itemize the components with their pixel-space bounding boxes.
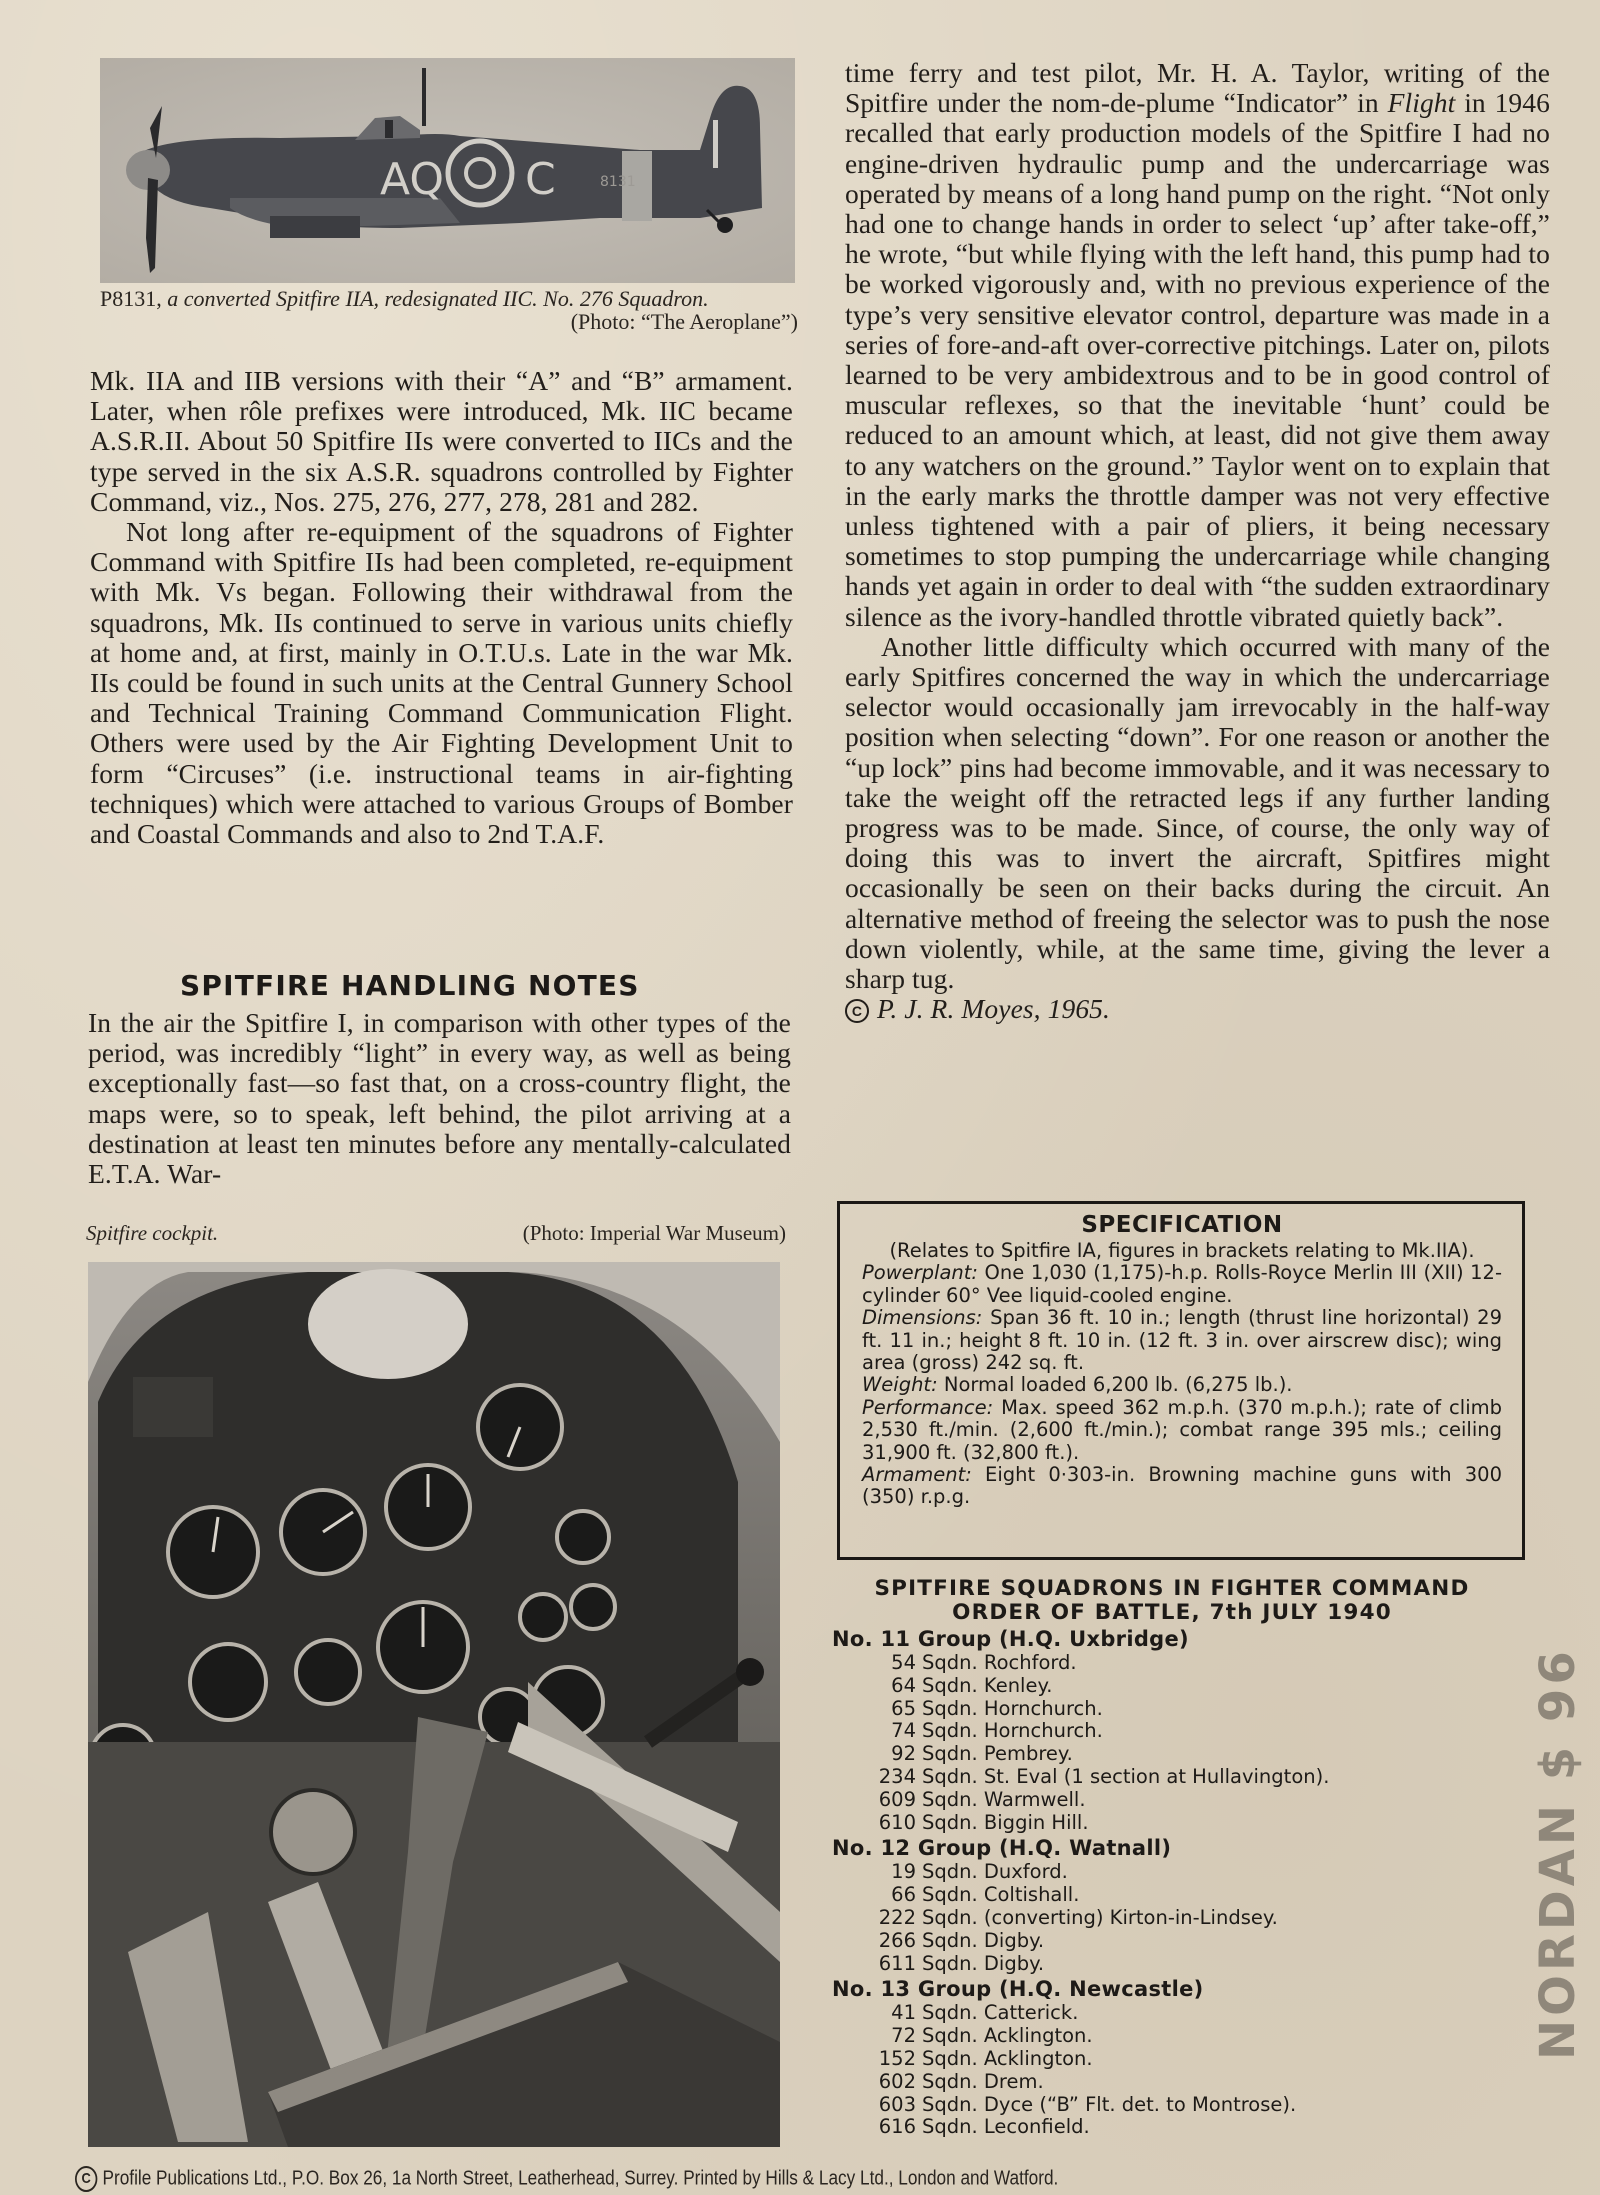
squadron-entry	[832, 1884, 1512, 1907]
squadron-number: 74	[891, 1719, 916, 1743]
squadron-number: 72	[891, 2024, 916, 2048]
squadron-entry	[832, 2071, 1512, 2094]
specification-value: Span 36 ft. 10 in.; length (thrust line horizontal) 29 ft. 11 in.; height 8 ft. 10 in. (12 ft. 3 in. over airscrew disc); wing area (gross) 242 sq. ft.	[862, 1306, 1502, 1375]
squadron-entry	[832, 1766, 1512, 1789]
squadron-entry	[832, 2048, 1512, 2071]
specification-value: Eight 0·303-in. Browning machine guns with 300 (350) r.p.g.	[862, 1463, 1502, 1509]
body-paragraph-taylor	[845, 58, 1550, 632]
squadron-station: Sqdn. Duxford.	[922, 1860, 1068, 1884]
section-heading-handling-notes: SPITFIRE HANDLING NOTES	[180, 969, 640, 1002]
squadron-number: 616	[878, 2115, 916, 2139]
squadron-entry	[832, 2002, 1512, 2025]
squadron-station: Sqdn. Rochford.	[922, 1651, 1077, 1674]
squadron-number: 222	[878, 1905, 916, 1929]
squadron-station: Sqdn. Acklington.	[922, 2024, 1093, 2048]
aircraft-serial: 8131	[600, 174, 636, 190]
order-of-battle-title-line2: ORDER OF BATTLE, 7th JULY 1940	[952, 1600, 1392, 1625]
left-column-text	[90, 366, 793, 849]
aircraft-caption-main	[100, 287, 798, 310]
squadron-entry	[832, 1930, 1512, 1953]
squadron-station: Sqdn. Digby.	[922, 1928, 1045, 1952]
specification-items	[862, 1262, 1502, 1508]
squadron-entry	[832, 1953, 1512, 1976]
group-heading: No. 13 Group (H.Q. Newcastle)	[832, 1977, 1204, 2002]
group-heading: No. 12 Group (H.Q. Watnall)	[832, 1836, 1172, 1861]
specification-item	[862, 1374, 1502, 1396]
copyright-icon: C	[845, 999, 869, 1023]
author-copyright-text: P. J. R. Moyes, 1965.	[877, 993, 1111, 1025]
body-paragraph: Mk. IIA and IIB versions with their “A” and “B” armament. Later, when rôle prefixes were introduced, Mk. IIC became A.S.R.II. About 50 Spitfire IIs were converted to IICs and the type served in the six A.S.R. squadrons controlled by Fighter Command, viz., Nos. 275, 276, 277, 278, 281 and 282.	[90, 365, 793, 517]
squadron-station: Sqdn. Biggin Hill.	[922, 1810, 1089, 1834]
body-paragraph: Not long after re-equipment of the squadrons of Fighter Command with Spitfire IIs had been completed, re-equipment with Mk. Vs began. Following their withdrawal from the squadrons, Mk. IIs continued to serve in various units chiefly at home and, at first, mainly in O.T.U.s. Late in the war Mk. IIs could be found in such units at the Central Gunnery School and Technical Training Command Communication Flight. Others were used by the Air Fighting Development Unit to form “Circuses” (i.e. instructional teams in air-fighting techniques) which were attached to various Groups of Bomber and Coastal Commands and also to 2nd T.A.F.	[90, 516, 793, 850]
specification-title: SPECIFICATION	[1081, 1212, 1283, 1238]
code-letters-left: AQ	[380, 154, 444, 205]
squadron-station: Sqdn. St. Eval (1 section at Hullavington).	[922, 1764, 1330, 1788]
squadron-station: Sqdn. Kenley.	[922, 1673, 1053, 1697]
cockpit-interior-illustration	[88, 1262, 780, 2147]
squadron-entry	[832, 1698, 1512, 1721]
photo-credit-aeroplane: (Photo: “The Aeroplane”)	[570, 309, 798, 334]
squadron-number: 41	[891, 2001, 916, 2025]
squadron-entry	[832, 1743, 1512, 1766]
squadron-number: 234	[878, 1764, 916, 1788]
squadron-number: 19	[891, 1860, 916, 1884]
squadron-number: 64	[891, 1673, 916, 1697]
squadron-number: 152	[878, 2046, 916, 2070]
specification-box	[837, 1201, 1525, 1560]
cockpit-caption-text: Spitfire cockpit.	[86, 1221, 219, 1245]
price-stamp: NORDAN $ 96	[1530, 1647, 1586, 2060]
publisher-footer	[75, 2166, 1365, 2192]
specification-item	[862, 1397, 1502, 1464]
squadron-entry	[832, 2116, 1512, 2139]
squadron-number: 65	[891, 1696, 916, 1720]
squadron-entry	[832, 1675, 1512, 1698]
specification-value: Max. speed 362 m.p.h. (370 m.p.h.); rate of climb 2,530 ft./min. (2,600 ft./min.); combat range 395 mls.; ceiling 31,900 ft. (32,800 ft.).	[862, 1395, 1502, 1464]
squadron-number: 54	[891, 1651, 916, 1674]
squadron-number: 66	[891, 1883, 916, 1907]
order-of-battle-groups	[832, 1627, 1512, 2139]
squadron-station: Sqdn. Catterick.	[922, 2001, 1079, 2025]
publication-name-flight: Flight	[1387, 87, 1456, 119]
squadron-number: 92	[891, 1742, 916, 1766]
para1-text-b: in 1946 recalled that early production models of the Spitfire I had no engine-driven hydraulic pump and the undercarriage was operated by means of a long hand pump on the right. “Not only had one to change hands in order to select ‘up’ after take-off,” he wrote, “but while flying with the left hand, this pump had to be worked vigorously and, with no previous experience of the type’s very sensitive elevator control, departure was made in a series of fore-and-aft over-corrective pitchings. Later on, pilots learned to be very ambidextrous and to be in good control of muscular reflexes, so that the inevitable ‘hunt’ could be reduced to an amount which, at least, did not give them away to any watchers on the ground.” Taylor went on to explain that in the early marks the throttle damper was not very effective unless tightened with a pair of pliers, it being necessary sometimes to stop pumping the undercarriage while changing hands yet again in order to deal with “the sudden extraordinary silence as the ivory-handled throttle vibrated quietly back”.	[845, 87, 1550, 632]
squadron-station: Sqdn. (converting) Kirton-in-Lindsey.	[922, 1905, 1278, 1929]
group-heading: No. 11 Group (H.Q. Uxbridge)	[832, 1627, 1189, 1651]
publisher-footer-text: Profile Publications Ltd., P.O. Box 26, 1a North Street, Leatherhead, Surrey. Printed by Hills & Lacy Ltd., London and Watford.	[102, 2167, 1059, 2190]
cockpit-photo	[88, 1262, 780, 2147]
squadron-list	[832, 2002, 1512, 2139]
caption-text: a converted Spitfire IIA, redesignated IIC. No. 276 Squadron.	[167, 286, 709, 311]
spitfire-in-flight-illustration	[100, 58, 795, 283]
specification-subtitle: (Relates to Spitfire IA, figures in brackets relating to Mk.IIA).	[889, 1239, 1475, 1262]
aircraft-photo-caption	[100, 287, 798, 333]
aircraft-photo	[100, 58, 795, 283]
specification-item	[862, 1262, 1502, 1307]
squadron-station: Sqdn. Coltishall.	[922, 1883, 1080, 1907]
handling-notes-text	[88, 1008, 791, 1189]
right-column-text	[845, 58, 1550, 1025]
squadron-number: 602	[878, 2069, 916, 2093]
squadron-station: Sqdn. Leconfield.	[922, 2115, 1090, 2139]
specification-label: Weight:	[862, 1373, 938, 1397]
squadron-number: 603	[878, 2092, 916, 2116]
squadron-station: Sqdn. Warmwell.	[922, 1787, 1086, 1811]
author-copyright	[845, 994, 1550, 1024]
squadron-station: Sqdn. Acklington.	[922, 2046, 1093, 2070]
squadron-list	[832, 1861, 1512, 1975]
squadron-entry	[832, 1812, 1512, 1835]
squadron-number: 266	[878, 1928, 916, 1952]
squadron-list	[832, 1652, 1512, 1834]
photo-credit-iwm: (Photo: Imperial War Museum)	[522, 1221, 786, 1245]
specification-label: Armament:	[862, 1463, 972, 1487]
code-letter-right: C	[525, 154, 556, 205]
copyright-icon: C	[75, 2166, 97, 2192]
squadron-station: Sqdn. Dyce (“B” Flt. det. to Montrose).	[922, 2092, 1297, 2116]
squadron-entry	[832, 2094, 1512, 2117]
specification-item	[862, 1307, 1502, 1374]
order-of-battle	[832, 1577, 1512, 2139]
specification-label: Dimensions:	[862, 1306, 983, 1330]
squadron-entry	[832, 1861, 1512, 1884]
para1-text-a: time ferry and test pilot, Mr. H. A. Taylor, writing of the Spitfire under the nom-de-plume “Indicator” in	[845, 57, 1550, 119]
squadron-number: 611	[878, 1951, 916, 1975]
specification-value: One 1,030 (1,175)-h.p. Rolls-Royce Merlin III (XII) 12-cylinder 60° Vee liquid-cooled engine.	[862, 1261, 1502, 1307]
order-of-battle-title-line1: SPITFIRE SQUADRONS IN FIGHTER COMMAND	[874, 1576, 1470, 1601]
squadron-station: Sqdn. Hornchurch.	[922, 1719, 1103, 1743]
squadron-number: 609	[878, 1787, 916, 1811]
body-paragraph: In the air the Spitfire I, in comparison with other types of the period, was incredibly “light” in every way, as well as being exceptionally fast—so fast that, on a cross-country flight, the maps were, so to speak, left behind, the pilot arriving at a destination at least ten minutes before any mentally-calculated E.T.A. War-	[88, 1007, 791, 1190]
specification-label: Performance:	[862, 1395, 994, 1419]
specification-value: Normal loaded 6,200 lb. (6,275 lb.).	[937, 1373, 1293, 1397]
cockpit-photo-caption	[86, 1222, 786, 1245]
squadron-station: Sqdn. Pembrey.	[922, 1742, 1073, 1766]
specification-item	[862, 1464, 1502, 1509]
squadron-station: Sqdn. Digby.	[922, 1951, 1045, 1975]
squadron-entry	[832, 1789, 1512, 1812]
body-paragraph: Another little difficulty which occurred with many of the early Spitfires concerned the way in which the undercarriage selector would occasionally jam irrevocably in the half-way position when selecting “down”. For one reason or another the “up lock” pins had become immovable, and it was necessary to take the weight off the retracted legs if any further landing progress was to be made. Since, of course, the only way of doing this was to invert the aircraft, Spitfires might occasionally be seen on their backs during the circuit. An alternative method of freeing the selector was to push the nose down violently, while, at the same time, giving the lever a sharp tug.	[845, 630, 1550, 995]
squadron-entry	[832, 1652, 1512, 1675]
squadron-station: Sqdn. Hornchurch.	[922, 1696, 1103, 1720]
squadron-station: Sqdn. Drem.	[922, 2069, 1044, 2093]
specification-label: Powerplant:	[862, 1261, 978, 1285]
caption-serial: P8131,	[100, 286, 162, 311]
squadron-entry	[832, 1720, 1512, 1743]
squadron-entry	[832, 1907, 1512, 1930]
squadron-number: 610	[878, 1810, 916, 1834]
squadron-entry	[832, 2025, 1512, 2048]
